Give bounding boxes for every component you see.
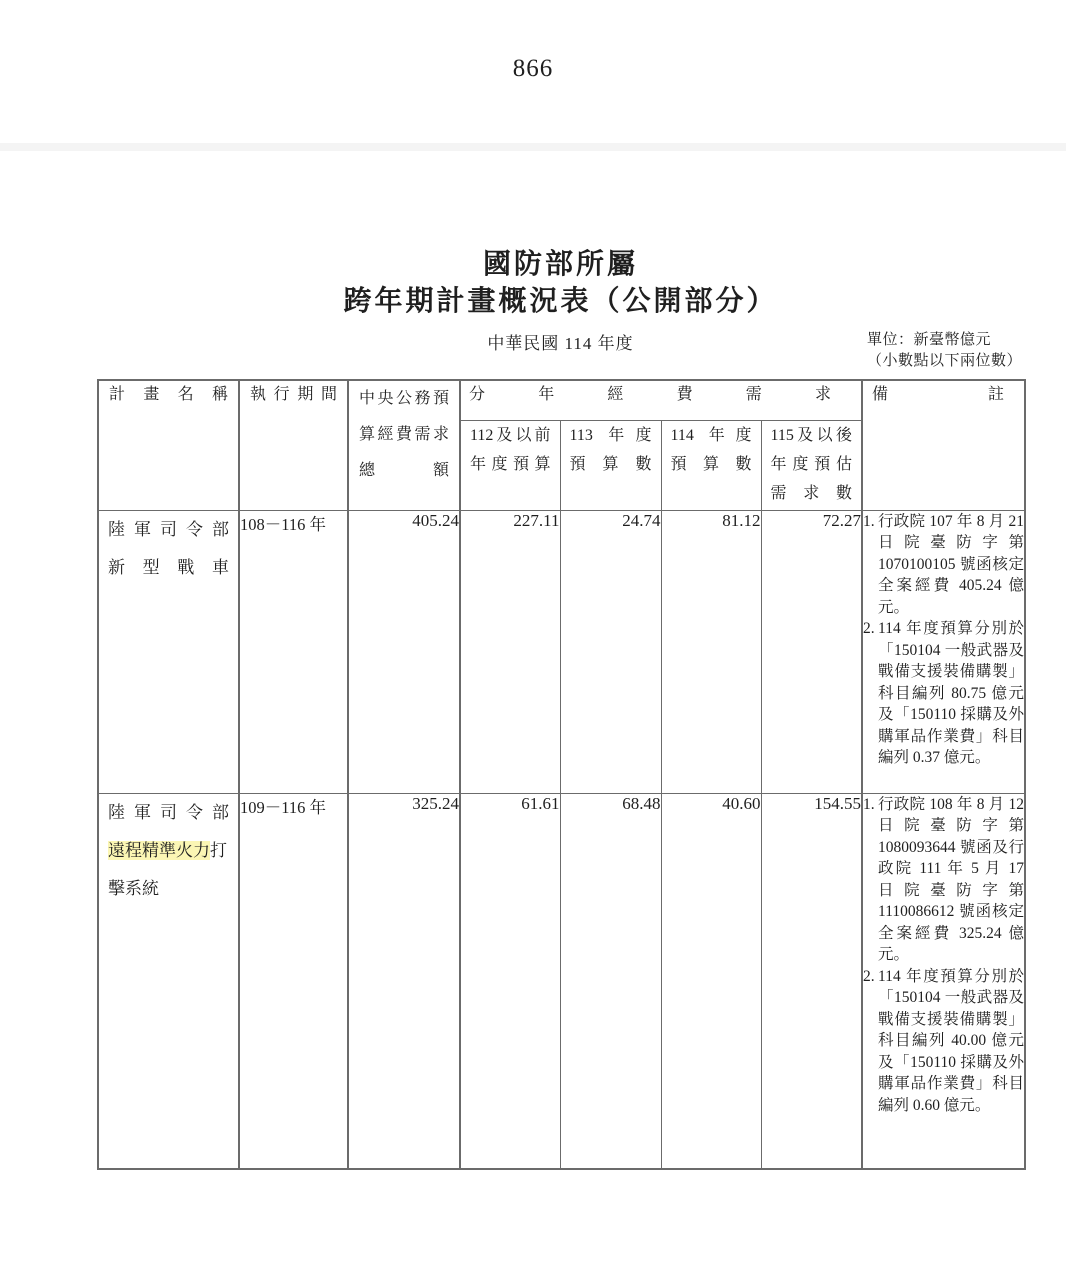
header-total-line-1: 中央公務預 [359, 390, 449, 407]
year-115-cell: 72.27 [761, 510, 862, 793]
budget-table [97, 379, 1026, 1170]
project-name-line-2 [99, 832, 238, 870]
header-year-113-line-2: 預 算 數 [569, 455, 652, 473]
page-number: 866 [512, 55, 554, 82]
remark-number: 1. [863, 512, 875, 530]
remark-text: 114 年度預算分別於「150104 一般武器及戰備支援裝備購製」科目編列 80.75 億元及「150110 採購及外購軍品作業費」科目編列 0.37 億元。 [878, 620, 1025, 766]
header-project-name [98, 380, 239, 510]
header-year-115-line-1: 115及以後 [770, 426, 853, 444]
remarks-cell [862, 793, 1025, 1169]
total-budget-cell: 325.24 [348, 793, 460, 1169]
remark-text: 114 年度預算分別於「150104 一般武器及戰備支援裝備購製」科目編列 40.00 億元及「150110 採購及外購軍品作業費」科目編列 0.60 億元。 [878, 967, 1025, 1114]
year-112-cell: 227.11 [460, 510, 560, 793]
unit-note-line-2: （小數點以下兩位數） [866, 353, 1022, 369]
header-year-114 [661, 420, 761, 510]
remark-number: 1. [863, 795, 875, 813]
year-114-cell: 81.12 [661, 510, 761, 793]
remark-text: 行政院 108 年 8 月 12 日院臺防字第 1080093644 號函及行政院 111 年 5 月 17 日院臺防字第 1110086612 號函核定全案經費 325.24 億元。 [878, 795, 1025, 963]
project-name-cell [98, 510, 239, 793]
year-114-cell: 40.60 [661, 793, 761, 1169]
highlighted-text: 遠程精準火力 [108, 840, 210, 860]
project-name-line-2-tail: 打 [210, 840, 227, 860]
header-year-115-line-3: 需 求 數 [770, 484, 853, 502]
year-112-cell: 61.61 [460, 793, 560, 1169]
year-113-cell: 24.74 [560, 510, 661, 793]
project-name-cell [98, 793, 239, 1169]
header-year-114-line-1: 114 年度 [670, 426, 752, 444]
remarks-cell [862, 510, 1025, 793]
header-execution-period [239, 380, 348, 510]
header-remarks [862, 380, 1025, 510]
unit-note [867, 330, 1022, 372]
project-name-line-1: 陸 軍 司 令 部 [108, 802, 229, 822]
title-line-1: 國防部所屬 [482, 249, 638, 280]
title-line-2: 跨年期計畫概況表（公開部分） [343, 286, 778, 317]
header-year-113 [560, 420, 661, 510]
header-project-name-label: 計 畫 名 稱 [109, 386, 228, 403]
remark-item [863, 794, 1024, 966]
header-total-line-3: 總 額 [359, 462, 449, 479]
header-year-115 [761, 420, 862, 510]
header-remarks-label: 備 註 [872, 386, 1005, 403]
header-year-114-line-2: 預 算 數 [670, 455, 752, 473]
remark-item [863, 618, 1024, 769]
remark-number: 2. [863, 967, 875, 985]
execution-period-cell: 108－116 年 [239, 510, 348, 793]
header-year-112-line-1: 112及以前 [470, 426, 551, 444]
page-separator-band [0, 143, 1066, 151]
remark-item [863, 511, 1024, 619]
remark-item [863, 966, 1024, 1117]
table-row [98, 793, 1025, 1169]
execution-period-cell: 109－116 年 [239, 793, 348, 1169]
year-115-cell: 154.55 [761, 793, 862, 1169]
header-execution-period-label: 執 行 期 間 [250, 386, 337, 403]
project-name-line-3: 擊系統 [108, 878, 159, 898]
project-name-line-1: 陸 軍 司 令 部 [108, 519, 229, 539]
header-year-115-line-2: 年度預估 [770, 455, 853, 473]
table-row [98, 510, 1025, 793]
unit-note-line-1: 單位：新臺幣億元 [866, 332, 991, 348]
header-year-112 [460, 420, 560, 510]
header-total-line-2: 算經費需求 [359, 426, 449, 443]
header-annual-requirement-label: 分 年 經 費 需 求 [469, 386, 832, 403]
fiscal-year-subtitle: 中華民國 114 年度 [487, 334, 634, 353]
header-central-budget-total [348, 380, 460, 510]
year-113-cell: 68.48 [560, 793, 661, 1169]
header-year-112-line-2: 年度預算 [470, 455, 551, 473]
remark-number: 2. [863, 620, 875, 637]
remark-text: 行政院 107 年 8 月 21 日院臺防字第 1070100105 號函核定全案經費 405.24 億元。 [878, 512, 1025, 616]
header-year-113-line-1: 113 年度 [569, 426, 652, 444]
header-annual-requirement-span [460, 380, 862, 420]
project-name-line-2: 新 型 戰 車 [108, 557, 229, 577]
total-budget-cell: 405.24 [348, 510, 460, 793]
